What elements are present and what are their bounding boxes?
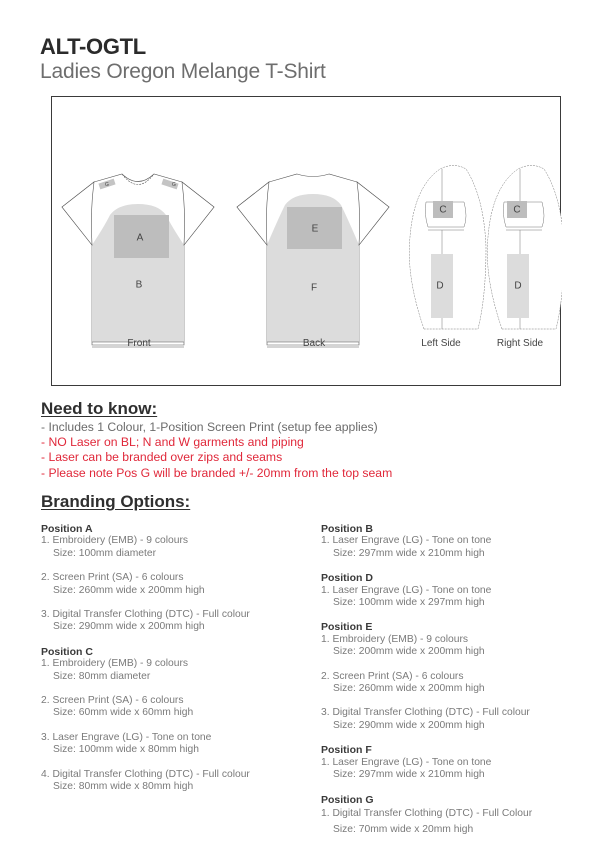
option-size: Size: 100mm wide x 80mm high xyxy=(53,744,199,756)
position-b-block xyxy=(321,523,532,560)
need-to-know-item: - Includes 1 Colour, 1-Position Screen Print (setup fee applies) xyxy=(41,420,378,434)
option-size: Size: 200mm wide x 200mm high xyxy=(333,646,485,658)
option-method: 2. Screen Print (SA) - 6 colours xyxy=(41,695,184,707)
option-size: Size: 80mm diameter xyxy=(53,670,151,682)
view-label-front: Front xyxy=(127,338,151,349)
branding-diagram xyxy=(51,96,561,386)
branding-option xyxy=(321,671,532,696)
zone-label-d-right: D xyxy=(514,280,522,292)
position-title: Position G xyxy=(321,793,374,806)
zone-label-c-right: C xyxy=(513,204,521,216)
option-size: Size: 100mm wide x 297mm high xyxy=(333,597,485,609)
position-g-block xyxy=(321,794,532,838)
front-tee xyxy=(62,174,214,347)
option-size: Size: 60mm wide x 60mm high xyxy=(53,707,194,719)
position-title: Position D xyxy=(321,572,373,585)
position-title: Position C xyxy=(41,645,93,658)
option-size: Size: 297mm wide x 210mm high xyxy=(333,769,485,781)
view-label-right-side: Right Side xyxy=(496,338,544,349)
position-a-block xyxy=(41,523,250,634)
back-tee xyxy=(237,174,389,347)
option-method: 1. Embroidery (EMB) - 9 colours xyxy=(321,633,469,645)
need-to-know-item: - Please note Pos G will be branded +/- 20mm from the top seam xyxy=(41,465,393,480)
position-title: Position F xyxy=(321,744,372,757)
zone-label-c-left: C xyxy=(439,204,447,216)
option-method: 1. Digital Transfer Clothing (DTC) - Full Colour xyxy=(321,807,533,819)
option-method: 4. Digital Transfer Clothing (DTC) - Full colour xyxy=(41,768,250,780)
need-to-know-item: - NO Laser on BL; N and W garments and piping xyxy=(41,435,304,450)
option-size: Size: 260mm wide x 200mm high xyxy=(333,683,485,695)
position-title: Position A xyxy=(41,523,93,535)
product-code: ALT-OGTL xyxy=(40,34,146,59)
branding-option xyxy=(321,707,532,732)
branding-option xyxy=(41,572,250,597)
option-size: Size: 80mm wide x 80mm high xyxy=(53,781,194,793)
option-size: Size: 297mm wide x 210mm high xyxy=(333,547,485,559)
option-method: 1. Embroidery (EMB) - 9 colours xyxy=(41,658,189,670)
option-size: Size: 70mm wide x 20mm high xyxy=(333,823,474,835)
left-side-view xyxy=(409,166,486,330)
position-f-block xyxy=(321,744,532,781)
zone-label-d-left: D xyxy=(436,280,444,292)
branding-option xyxy=(321,806,532,838)
position-title: Position B xyxy=(321,523,373,535)
zone-label-e: E xyxy=(311,223,319,235)
branding-option xyxy=(41,658,250,683)
branding-options-title: Branding Options: xyxy=(41,492,191,511)
zone-label-g-right: G xyxy=(172,182,176,188)
view-label-back: Back xyxy=(302,338,326,349)
branding-right-column xyxy=(321,523,532,850)
branding-left-column xyxy=(41,523,250,806)
branding-option xyxy=(41,695,250,720)
option-method: 1. Embroidery (EMB) - 9 colours xyxy=(41,535,189,547)
product-name: Ladies Oregon Melange T-Shirt xyxy=(40,60,326,83)
need-to-know-list xyxy=(41,420,392,481)
option-size: Size: 100mm diameter xyxy=(53,547,157,559)
option-method: 3. Laser Engrave (LG) - Tone on tone xyxy=(41,731,212,743)
option-method: 1. Laser Engrave (LG) - Tone on tone xyxy=(321,535,492,547)
branding-option xyxy=(321,535,532,560)
right-side-view xyxy=(487,166,562,330)
option-method: 1. Laser Engrave (LG) - Tone on tone xyxy=(321,584,492,596)
position-e-block xyxy=(321,621,532,732)
zone-label-a: A xyxy=(136,232,144,244)
branding-option xyxy=(321,634,532,659)
option-method: 3. Digital Transfer Clothing (DTC) - Full colour xyxy=(321,707,530,719)
view-label-left-side: Left Side xyxy=(421,338,461,349)
branding-option xyxy=(41,769,250,794)
branding-option xyxy=(321,585,532,610)
option-method: 2. Screen Print (SA) - 6 colours xyxy=(321,670,464,682)
position-d-block xyxy=(321,572,532,609)
option-method: 1. Laser Engrave (LG) - Tone on tone xyxy=(321,756,492,768)
option-method: 2. Screen Print (SA) - 6 colours xyxy=(41,572,184,584)
option-size: Size: 290mm wide x 200mm high xyxy=(53,621,205,633)
zone-label-b: B xyxy=(135,279,143,291)
branding-option xyxy=(321,757,532,782)
zone-label-g-left: G xyxy=(105,182,109,188)
zone-label-f: F xyxy=(310,282,318,294)
option-size: Size: 290mm wide x 200mm high xyxy=(333,719,485,731)
branding-option xyxy=(41,535,250,560)
branding-option xyxy=(41,732,250,757)
need-to-know-item: - Laser can be branded over zips and seams xyxy=(41,450,283,465)
need-to-know-title: Need to know: xyxy=(41,399,158,418)
option-method: 3. Digital Transfer Clothing (DTC) - Full colour xyxy=(41,609,250,621)
position-c-block xyxy=(41,646,250,794)
option-size: Size: 260mm wide x 200mm high xyxy=(53,584,205,596)
branding-option xyxy=(41,609,250,634)
position-title: Position E xyxy=(321,621,373,634)
